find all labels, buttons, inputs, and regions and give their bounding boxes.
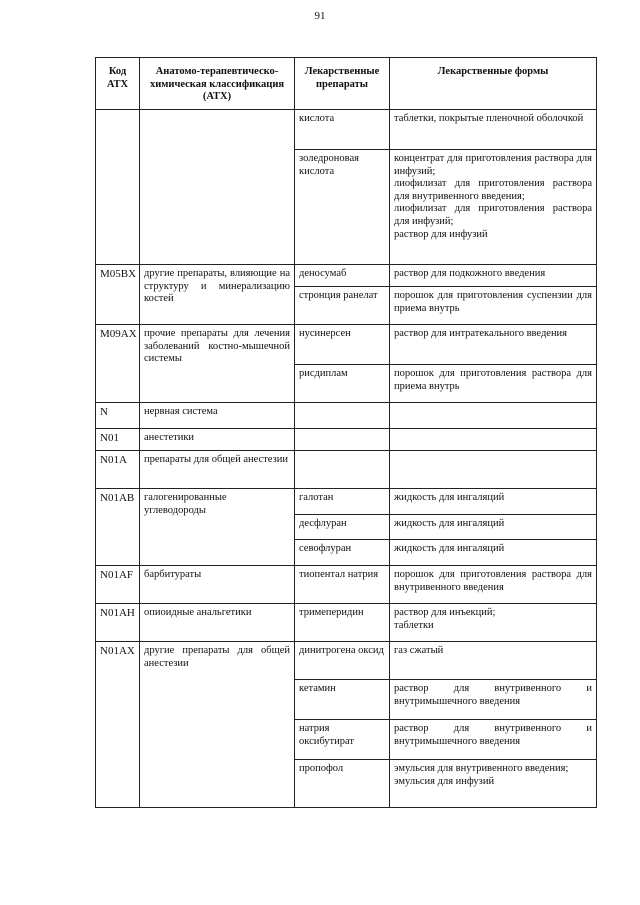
dosage-forms [390, 720, 597, 760]
dosage-forms [390, 566, 597, 604]
dosage-form-item: раствор для инъекций; [394, 607, 496, 618]
header-atx-classification: Анатомо-терапевтическо-химическая классификация (АТХ) [140, 58, 295, 110]
dosage-form-item: таблетки, покрытые пленочной оболочкой [394, 113, 584, 124]
dosage-forms [390, 642, 597, 680]
dosage-form-item: лиофилизат для приготовления раствора для инфузий; [394, 203, 592, 227]
drug-name: стронция ранелат [295, 287, 390, 325]
dosage-form-item: раствор для внутривенного и внутримышечного введения [394, 723, 592, 747]
dosage-forms [390, 451, 597, 489]
atx-code: N01AB [96, 489, 140, 566]
table-header-row [96, 58, 597, 110]
dosage-forms [390, 760, 597, 808]
table-row [96, 489, 597, 515]
atx-classification: другие препараты, влияющие на структуру и минерализацию костей [140, 265, 295, 325]
table-row [96, 429, 597, 451]
dosage-forms [390, 680, 597, 720]
atx-code: M05BX [96, 265, 140, 325]
table-row [96, 110, 597, 150]
atx-classification: опиоидные анальгетики [140, 604, 295, 642]
drug-name: нусинерсен [295, 325, 390, 365]
drug-name: динитрогена оксид [295, 642, 390, 680]
drug-name [295, 403, 390, 429]
atx-code: N01AX [96, 642, 140, 808]
atx-classification: галогенированные углеводороды [140, 489, 295, 566]
dosage-forms [390, 325, 597, 365]
table-row [96, 566, 597, 604]
drug-name: кетамин [295, 680, 390, 720]
atx-classification: барбитураты [140, 566, 295, 604]
atx-code: N01 [96, 429, 140, 451]
table-body [96, 110, 597, 808]
header-atx-code: Код АТХ [96, 58, 140, 110]
drug-name: тримеперидин [295, 604, 390, 642]
drug-name: пропофол [295, 760, 390, 808]
atx-code: N01AF [96, 566, 140, 604]
dosage-forms [390, 287, 597, 325]
atx-classification: анестетики [140, 429, 295, 451]
dosage-forms [390, 265, 597, 287]
dosage-forms [390, 110, 597, 150]
table-row [96, 604, 597, 642]
dosage-form-item: порошок для приготовления суспензии для приема внутрь [394, 290, 592, 314]
dosage-forms [390, 540, 597, 566]
atx-classification: другие препараты для общей анестезии [140, 642, 295, 808]
table-row [96, 642, 597, 680]
dosage-forms [390, 489, 597, 515]
atx-code: N [96, 403, 140, 429]
atx-classification: прочие препараты для лечения заболеваний костно-мышечной системы [140, 325, 295, 403]
table-row [96, 325, 597, 365]
atx-code: M09AX [96, 325, 140, 403]
dosage-form-item: жидкость для ингаляций [394, 492, 505, 503]
drug-name: десфлуран [295, 515, 390, 540]
drug-name: севофлуран [295, 540, 390, 566]
dosage-form-item: порошок для приготовления раствора для приема внутрь [394, 368, 592, 392]
header-dosage-forms: Лекарственные формы [390, 58, 597, 110]
atx-code: N01A [96, 451, 140, 489]
dosage-form-item: жидкость для ингаляций [394, 543, 505, 554]
atx-classification: нервная система [140, 403, 295, 429]
dosage-form-item: порошок для приготовления раствора для внутривенного введения [394, 569, 592, 593]
dosage-form-item: раствор для внутривенного и внутримышечного введения [394, 683, 592, 707]
table-row [96, 451, 597, 489]
dosage-form-item: раствор для интратекального введения [394, 328, 568, 339]
atx-classification: препараты для общей анестезии [140, 451, 295, 489]
dosage-form-item: таблетки [394, 619, 434, 631]
table-row [96, 403, 597, 429]
dosage-form-item: концентрат для приготовления раствора для инфузий; [394, 153, 592, 177]
dosage-form-item: лиофилизат для приготовления раствора для внутривенного введения; [394, 178, 592, 202]
dosage-form-item: эмульсия для инфузий [394, 775, 495, 787]
atx-classification [140, 110, 295, 265]
dosage-form-item: раствор для инфузий [394, 228, 488, 240]
drug-name [295, 451, 390, 489]
atx-code: N01AH [96, 604, 140, 642]
dosage-forms [390, 150, 597, 265]
dosage-forms [390, 403, 597, 429]
drug-name: натрия оксибутират [295, 720, 390, 760]
drug-name: золедроновая кислота [295, 150, 390, 265]
atx-table [95, 57, 597, 808]
header-drugs: Лекарственные препараты [295, 58, 390, 110]
dosage-form-item: эмульсия для внутривенного введения; [394, 763, 569, 774]
table-row [96, 265, 597, 287]
dosage-form-item: газ сжатый [394, 645, 444, 656]
drug-name: кислота [295, 110, 390, 150]
dosage-forms [390, 515, 597, 540]
drug-name: деносумаб [295, 265, 390, 287]
drug-name [295, 429, 390, 451]
dosage-form-item: жидкость для ингаляций [394, 518, 505, 529]
page-number: 91 [314, 10, 326, 22]
atx-code [96, 110, 140, 265]
dosage-form-item: раствор для подкожного введения [394, 268, 546, 279]
drug-name: тиопентал натрия [295, 566, 390, 604]
dosage-forms [390, 365, 597, 403]
drug-name: рисдиплам [295, 365, 390, 403]
dosage-forms [390, 429, 597, 451]
drug-name: галотан [295, 489, 390, 515]
dosage-forms [390, 604, 597, 642]
